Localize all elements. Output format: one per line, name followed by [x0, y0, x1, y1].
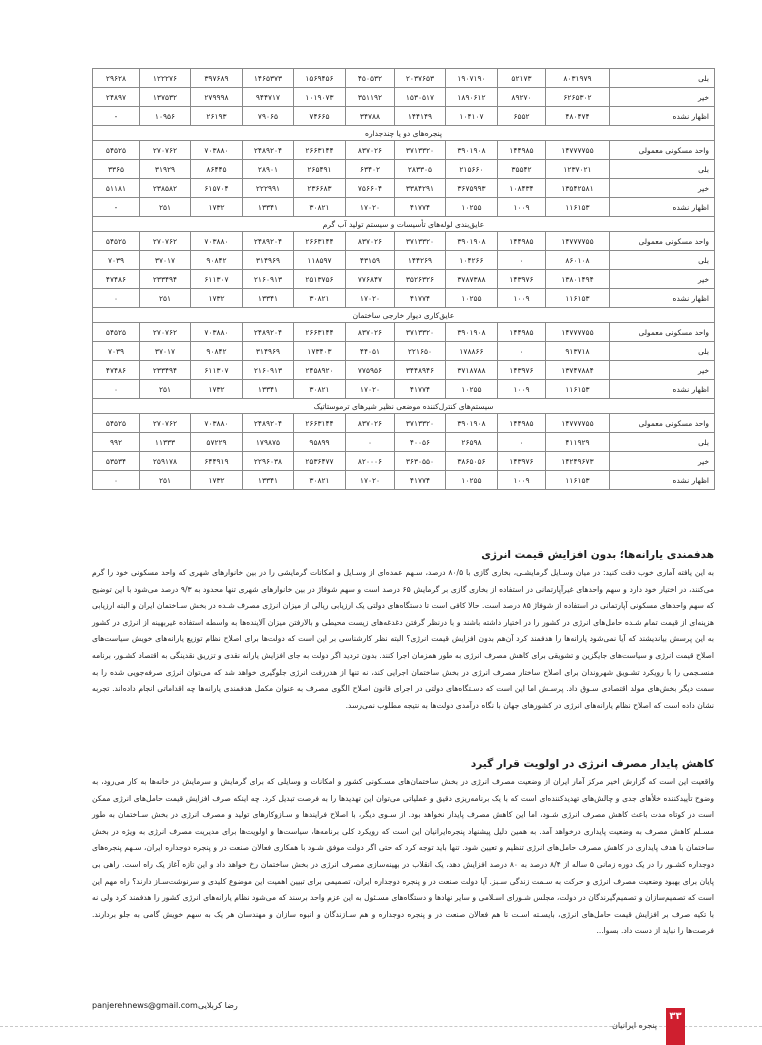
- table-cell: ۱۷۳۲: [191, 380, 243, 399]
- table-cell: ۶۲۶۵۳۰۲: [546, 88, 610, 107]
- table-cell: ۱۴۴۱۴۹: [395, 107, 446, 126]
- table-cell: ۱۳۷۴۷۸۸۴: [546, 361, 610, 380]
- table-cell: ۱۰۲۵۵: [446, 380, 498, 399]
- table-cell: ۲۵۳۶۴۷۷: [294, 452, 346, 471]
- table-cell: ۱۷۰۲۰: [346, 380, 395, 399]
- table-cell: ۳۰۸۲۱: [294, 380, 346, 399]
- table-cell: ۲۳۶۶۸۳: [294, 179, 346, 198]
- table-cell: ۱۳۳۴۱: [243, 380, 294, 399]
- table-cell: ۵۴۵۲۵: [93, 323, 140, 342]
- row-label: اظهار نشده: [610, 289, 715, 308]
- table-cell: ۲۲۲۹۹۱: [243, 179, 294, 198]
- table-cell: ۱۴۷۷۷۷۵۵: [546, 323, 610, 342]
- table-cell: ۷۰۳۸۸۰: [191, 141, 243, 160]
- row-label: خیر: [610, 88, 715, 107]
- table-cell: ۲۴۸۹۲۰۴: [243, 232, 294, 251]
- table-cell: ۰: [498, 251, 546, 270]
- table-cell: ۳۷۱۳۳۲۰: [395, 323, 446, 342]
- table-cell: ۱۴۴۹۸۵: [498, 232, 546, 251]
- table-cell: ۳۸۶۵۰۵۶: [446, 452, 498, 471]
- table-cell: ۰: [93, 471, 140, 490]
- table-cell: ۱۱۳۳۳: [140, 433, 191, 452]
- table-cell: ۲۷۰۷۶۲: [140, 232, 191, 251]
- table-cell: ۱۴۴۹۸۵: [498, 414, 546, 433]
- table-row: [93, 361, 715, 380]
- table-cell: ۲۷۰۷۶۲: [140, 141, 191, 160]
- row-label: خیر: [610, 452, 715, 471]
- table-cell: ۸۳۷۰۲۶: [346, 323, 395, 342]
- table-cell: ۱۷۳۲: [191, 471, 243, 490]
- table-cell: ۱۴۶۵۳۷۳: [243, 69, 294, 88]
- table-cell: ۲۷۰۷۶۲: [140, 323, 191, 342]
- statistics-table: [92, 68, 715, 490]
- table-cell: ۸۲۰۰۰۶: [346, 452, 395, 471]
- table-cell: ۳۶۷۵۹۹۳: [446, 179, 498, 198]
- table-cell: ۲۷۰۷۶۲: [140, 414, 191, 433]
- row-label: خیر: [610, 179, 715, 198]
- table-cell: ۷۰۳۹: [93, 251, 140, 270]
- table-cell: ۲۳۳۴۹۴: [140, 361, 191, 380]
- row-label: اظهار نشده: [610, 107, 715, 126]
- table-cell: ۲۶۵۴۹۱: [294, 160, 346, 179]
- table-cell: ۱۰۸۴۳۴: [498, 179, 546, 198]
- table-cell: ۲۶۶۳۱۴۴: [294, 141, 346, 160]
- row-label: واحد مسکونی معمولی: [610, 414, 715, 433]
- table-row: [93, 107, 715, 126]
- table-cell: ۲۲۱۶۵۰: [395, 342, 446, 361]
- table-cell: ۵۱۱۸۱: [93, 179, 140, 198]
- section-header-row: [93, 126, 715, 141]
- table-cell: ۴۱۷۷۴: [395, 471, 446, 490]
- table-cell: ۸۳۷۰۲۶: [346, 414, 395, 433]
- table-cell: ۷۹۰۶۵: [243, 107, 294, 126]
- table-cell: ۱۳۳۴۱: [243, 198, 294, 217]
- table-cell: ۲۶۶۳۱۴۴: [294, 323, 346, 342]
- table-cell: ۳۷۰۱۷: [140, 251, 191, 270]
- table-cell: ۲۸۳۳۰۵: [395, 160, 446, 179]
- table-cell: ۱۷۳۲: [191, 198, 243, 217]
- author-name: رضا کربلایی: [198, 1001, 238, 1010]
- table-row: [93, 198, 715, 217]
- table-row: [93, 179, 715, 198]
- table-cell: ۲۵۱۳۷۵۶: [294, 270, 346, 289]
- table-row: [93, 323, 715, 342]
- table-cell: ۱۲۲۲۷۶: [140, 69, 191, 88]
- table-cell: ۱۳۸۰۱۴۹۴: [546, 270, 610, 289]
- section-1-heading: هدفمندی یارانه‌ها؛ بدون افزایش قیمت انرژی: [481, 549, 714, 561]
- table-cell: ۵۴۵۲۵: [93, 141, 140, 160]
- table-cell: ۸۶۰۱۰۸: [546, 251, 610, 270]
- table-cell: ۱۹۰۷۱۹۰: [446, 69, 498, 88]
- table-cell: ۴۵۰۵۳۲: [346, 69, 395, 88]
- table-cell: ۲۵۱: [140, 198, 191, 217]
- table-cell: ۹۴۴۷۱۷: [243, 88, 294, 107]
- article-section-2: [92, 757, 714, 940]
- table-cell: ۹۱۳۷۱۸: [546, 342, 610, 361]
- table-cell: ۹۵۸۹۹: [294, 433, 346, 452]
- section-2-heading: کاهش پایدار مصرف انرژی در اولویت قرار گیرد: [470, 758, 714, 770]
- table-cell: ۴۱۷۷۴: [395, 198, 446, 217]
- table-cell: ۲۶۶۳۱۴۴: [294, 232, 346, 251]
- table-cell: ۱۰۴۱۰۷: [446, 107, 498, 126]
- row-label: بلی: [610, 342, 715, 361]
- table-cell: ۰: [93, 289, 140, 308]
- table-cell: ۱۴۷۷۷۷۵۵: [546, 232, 610, 251]
- table-cell: ۳۴۷۸۸: [346, 107, 395, 126]
- table-cell: ۷۰۳۹: [93, 342, 140, 361]
- table-cell: ۳۰۸۲۱: [294, 198, 346, 217]
- row-label: واحد مسکونی معمولی: [610, 141, 715, 160]
- table-cell: ۱۷۰۲۰: [346, 198, 395, 217]
- table-cell: ۰: [93, 380, 140, 399]
- table-cell: ۲۴۸۹۲۰۴: [243, 323, 294, 342]
- table-row: [93, 251, 715, 270]
- table-row: [93, 380, 715, 399]
- table-cell: ۱۴۳۹۷۶: [498, 361, 546, 380]
- table-cell: ۱۷۰۲۰: [346, 471, 395, 490]
- table-cell: ۰: [346, 433, 395, 452]
- row-label: واحد مسکونی معمولی: [610, 323, 715, 342]
- section-header-row: [93, 217, 715, 232]
- table-cell: ۳۷۱۸۷۸۸: [446, 361, 498, 380]
- table-cell: ۱۰۰۹: [498, 289, 546, 308]
- table-cell: ۱۰۹۵۶: [140, 107, 191, 126]
- table-cell: ۳۹۰۱۹۰۸: [446, 323, 498, 342]
- table-cell: ۱۰۰۹: [498, 380, 546, 399]
- table-cell: ۲۵۱: [140, 380, 191, 399]
- table-cell: ۱۷۳۲: [191, 289, 243, 308]
- table-row: [93, 160, 715, 179]
- table-cell: ۳۰۸۲۱: [294, 471, 346, 490]
- row-label: اظهار نشده: [610, 380, 715, 399]
- table-cell: ۱۳۷۵۳۲: [140, 88, 191, 107]
- table-cell: ۷۴۶۶۵: [294, 107, 346, 126]
- table-row: [93, 270, 715, 289]
- table-cell: ۶۳۴۰۲: [346, 160, 395, 179]
- table-cell: ۴۴۰۵۱: [346, 342, 395, 361]
- table-cell: ۴۷۴۸۶: [93, 270, 140, 289]
- table-cell: ۳۷۱۳۳۲۰: [395, 141, 446, 160]
- table-cell: ۱۴۴۹۸۵: [498, 141, 546, 160]
- table-cell: ۱۱۶۱۵۳: [546, 380, 610, 399]
- table-cell: ۹۹۲: [93, 433, 140, 452]
- table-cell: ۱۴۳۹۷۶: [498, 270, 546, 289]
- table-cell: ۱۴۴۹۸۵: [498, 323, 546, 342]
- table-cell: ۱۴۷۷۷۷۵۵: [546, 414, 610, 433]
- table-cell: ۱۴۲۴۹۶۷۳: [546, 452, 610, 471]
- table-cell: ۴۱۱۹۲۹: [546, 433, 610, 452]
- row-label: واحد مسکونی معمولی: [610, 232, 715, 251]
- row-label: اظهار نشده: [610, 198, 715, 217]
- table-cell: ۳۰۸۲۱: [294, 289, 346, 308]
- table-cell: ۱۷۳۴۰۳: [294, 342, 346, 361]
- table-cell: ۱۰۰۹: [498, 471, 546, 490]
- table-row: [93, 232, 715, 251]
- table-cell: ۸۰۳۱۹۷۹: [546, 69, 610, 88]
- table-cell: ۲۳۸۵۸۲: [140, 179, 191, 198]
- table-cell: ۱۱۸۵۹۷: [294, 251, 346, 270]
- table-cell: ۱۲۳۷۰۲۱: [546, 160, 610, 179]
- table-cell: ۸۶۴۴۵: [191, 160, 243, 179]
- table-cell: ۹۰۸۴۲: [191, 251, 243, 270]
- table-cell: ۱۰۲۵۵: [446, 198, 498, 217]
- table-cell: ۱۴۴۲۶۹: [395, 251, 446, 270]
- table-cell: ۲۱۵۶۶۰: [446, 160, 498, 179]
- table-cell: ۳۷۱۳۳۲۰: [395, 414, 446, 433]
- table-row: [93, 433, 715, 452]
- table-cell: ۰: [498, 433, 546, 452]
- magazine-name: پنجره ایرانیان: [612, 1021, 657, 1030]
- table-cell: ۴۱۷۷۴: [395, 289, 446, 308]
- row-label: اظهار نشده: [610, 471, 715, 490]
- table-row: [93, 69, 715, 88]
- table-cell: ۵۲۱۷۳: [498, 69, 546, 88]
- table-cell: ۳۵۲۶۳۲۶: [395, 270, 446, 289]
- table-cell: ۳۵۵۴۲: [498, 160, 546, 179]
- table-cell: ۱۷۰۲۰: [346, 289, 395, 308]
- table-cell: ۸۹۲۷۰: [498, 88, 546, 107]
- table-cell: ۴۱۷۷۴: [395, 380, 446, 399]
- row-label: بلی: [610, 433, 715, 452]
- table-cell: ۳۹۰۱۹۰۸: [446, 414, 498, 433]
- table-cell: ۳۷۱۳۳۲۰: [395, 232, 446, 251]
- table-cell: ۶۵۵۲: [498, 107, 546, 126]
- table-cell: ۱۸۹۰۶۱۲: [446, 88, 498, 107]
- section-title: پنجره‌های دو یا چندجداره: [93, 126, 715, 141]
- table-cell: ۱۰۲۵۵: [446, 471, 498, 490]
- table-cell: ۳۴۴۸۹۴۶: [395, 361, 446, 380]
- table-cell: ۱۷۹۸۷۵: [243, 433, 294, 452]
- table-cell: ۲۱۶۰۹۱۳: [243, 361, 294, 380]
- table-cell: ۲۷۹۹۹۸: [191, 88, 243, 107]
- table-cell: ۳۹۰۱۹۰۸: [446, 141, 498, 160]
- section-title: عایق‌کاری دیوار خارجی ساختمان: [93, 308, 715, 323]
- table-cell: ۲۵۹۱۷۸: [140, 452, 191, 471]
- table-cell: ۳۱۴۹۶۹: [243, 342, 294, 361]
- table-cell: ۲۹۶۲۸: [93, 69, 140, 88]
- table-cell: ۲۵۱: [140, 289, 191, 308]
- row-label: خیر: [610, 270, 715, 289]
- table-cell: ۵۷۲۲۹: [191, 433, 243, 452]
- table-cell: ۰: [498, 342, 546, 361]
- table-cell: ۴۷۴۸۶: [93, 361, 140, 380]
- table-cell: ۱۰۴۲۶۶: [446, 251, 498, 270]
- table-cell: ۵۳۵۳۴: [93, 452, 140, 471]
- table-cell: ۱۰۲۵۵: [446, 289, 498, 308]
- table-cell: ۱۰۱۹۰۷۳: [294, 88, 346, 107]
- table-cell: ۵۴۵۲۵: [93, 414, 140, 433]
- author-email[interactable]: panjerehnews@gmail.com: [92, 1001, 198, 1010]
- page-number: ۳۳: [669, 1011, 682, 1022]
- section-1-body: به این یافته آماری خوب دقت کنید: در میان وسـایل گرمایشـی، بخاری گازی با ۸۰/۵ درصد، سـهم عمده‌ای از وسـایل و امکانات گرمایشی را در بین خانوارهای شهری که واحد مسکونی خود را گرم می‌کنند، در اختیار خود دارد و سهم واحدهای غیرآپارتمانی در استفاده از بخاری گازی بر گرمایش ۶۵ درصد است و سهم شوفاژ در بین خانوارهای شهری تنها محدود به ۹/۳ درصد می‌شود با این توضیح که سهم واحدهای مسکونی آپارتمانی در استفاده از شوفاژ ۸۵ درصد است. حالا کافی است تا دستگاه‌های دولتی یک ارزیابی ریالی از میزان انرژی مصرف شـده در بخش سـاختمان ایران و البته ارزیابی هزینه‌ای از قیمت تمام شـده حامل‌های انرژی در کشور را در اختیار داشته باشند و با درنظر گرفتن دغدغه‌های زیست محیطی و بالارفتن میزان آلاینده‌ها به واسطه استفاده غیربهینه از انرژی در کشور به این پرسش بیاندیشند که آیا نمی‌شود یارانه‌ها را هدفمند کرد آن‌هم بدون افزایش قیمت انرژی؟ البته نظر کارشناسی بر این است که دولت‌ها برای اصلاح نظام توزیع یارانه‌های خویش سیاست‌های اصلاح قیمت انرژی و سیاست‌های جایگزین و تشویقی برای کاهش مصرف انرژی به طور همزمان اجرا کنند. بدون تردید اگر دولت به جای افزایش یارانه نقدی و تزریق نقدینگی به اقتصاد کشـور، برنامه منسـجمی را با رویکرد تشـویق شهروندان برای اصلاح ساختار مصرف انرژی در بخش ساختمان اجرایی کند، نه تنها از هدررفت انرژی جلوگیری خواهد شد که می‌توان انرژی صرفه‌جویی شده را به سمت دیگر بخش‌های مولد اقتصادی سـوق داد. پرسـش اما این است که دسـتگاه‌های دولتی در اجرای قانون اصلاح الگوی مصرف به عنوان مکمل هدفمندی یارانه‌ها چه اقداماتی انجام داده‌اند. تجربه نشان داده است که اصلاح نظام یارانه‌های انرژی در کشورهای جهان با نگاه درآمدی دولت‌ها به نتیجه مطلوب نمی‌رسد.: [92, 568, 715, 710]
- page-number-badge: [666, 1008, 685, 1045]
- table-cell: ۱۳۵۴۲۵۸۱: [546, 179, 610, 198]
- table-cell: ۲۴۸۹۲۰۴: [243, 414, 294, 433]
- table-row: [93, 88, 715, 107]
- table-cell: ۱۳۳۴۱: [243, 289, 294, 308]
- table-cell: ۲۴۸۹۲۰۴: [243, 141, 294, 160]
- table-cell: ۲۴۸۹۷: [93, 88, 140, 107]
- table-cell: ۷۰۳۸۸۰: [191, 414, 243, 433]
- table-cell: ۶۴۴۹۱۹: [191, 452, 243, 471]
- article-section-1: [92, 548, 714, 714]
- table-cell: ۷۰۳۸۸۰: [191, 232, 243, 251]
- table-cell: ۶۱۱۳۰۷: [191, 270, 243, 289]
- table-cell: ۲۶۱۹۳: [191, 107, 243, 126]
- table-cell: ۳۷۰۱۷: [140, 342, 191, 361]
- section-2-body: واقعیت این است که گزارش اخیر مرکز آمار ایران از وضعیت مصرف انرژی در بخش ساختمان‌های مسـکونی کشور و امکانات و وسایلی که برای گرمایش و سرمایش در خانه‌ها به کار می‌رود، به وضوح تأییدکننده خلأهای جدی و چالش‌های تهدیدکننده‌ای است که با یک برنامه‌ریزی دقیق و عملیاتی می‌توان این تهدیدها را به فرصت تبدیل کرد. چه اینکه صرف افزایش قیمت حامل‌های انرژی ممکن است در کوتاه مدت باعث کاهش مصرف انرژی شـود، اما این کاهش مصرف پایدار نخواهد بود. از سـوی دیگر، با اصلاح فرایندها و سـازوکارهای تولید و مصرف انرژی در بخش سـاختمان به طور مسـلم کاهش مصرف به وضعیت پایداری درخواهد آمد. به همین دلیل پیشنهاد پنجره‌ایرانیان این است که رویکرد کلی برنامه‌ها، سیاست‌ها و اولویت‌ها برای مدیریت مصرف انرژی به ویژه در بخش ساختمان با هدف پایداری در کاهش مصرف حامل‌های انرژی تنظیم و تعیین شود. تنها باید توجه کرد که حتی اگر دولت موفق شـود با همکاری فعالان صنعت در و پنجره دوجداره ایران، سـهم پنجره‌های دوجداره کشـور را در یک دوره زمانی ۵ ساله از ۸/۴ درصد به ۸۰ درصد افزایش دهد، یک انقلاب در بهینه‌سازی مصرف انرژی در بخش ساختمان رخ خواهد داد و این تازه آغاز یک راه است. راهی بی پایان برای بهبود وضعیت مصرف انرژی و حرکت به سـمت زندگی سـبز. آیا دولت صنعت در و پنجره دوجداره ایران، تصمیمی برای تبیین اهمیت این موضوع کلیدی و سرنوشت‌سـاز دارند؟ راه مهم این است که تصمیم‌سازان و تصمیم‌گیرندگان در دولت، مجلس شـورای اسـلامی و سایر نهادها و دستگاه‌های مسـئول به این عزم واحد برسند که می‌شود نظام یارانه‌های انرژی کشور را هدفمند کرد ولی نه با تکیه صرف بر افزایش قیمت حامل‌های انرژی، بایسـته اسـت تا هم فعالان صنعت در و پنجره دوجداره و هم سـازندگان و انبوه سازان و مهندسان هر یک به سهم خویش گامی به جلو بردارند. فرصت‌ها را نباید از دست داد. بسوا...: [92, 777, 714, 936]
- table-cell: ۴۰۰۵۶: [395, 433, 446, 452]
- row-label: بلی: [610, 69, 715, 88]
- table-cell: ۵۴۵۲۵: [93, 232, 140, 251]
- table-cell: ۱۷۸۸۶۶: [446, 342, 498, 361]
- table-cell: ۲۲۹۶۰۳۸: [243, 452, 294, 471]
- table-cell: ۴۸۰۴۷۴: [546, 107, 610, 126]
- table-cell: -: [93, 107, 140, 126]
- table-cell: ۷۷۶۸۴۷: [346, 270, 395, 289]
- table-cell: ۲۴۵۸۹۲۰: [294, 361, 346, 380]
- table-cell: ۷۷۵۹۵۶: [346, 361, 395, 380]
- table-cell: ۱۱۶۱۵۳: [546, 471, 610, 490]
- table-cell: ۷۵۶۶۰۴: [346, 179, 395, 198]
- table-cell: ۳۹۰۱۹۰۸: [446, 232, 498, 251]
- section-title: عایق‌بندی لوله‌های تأسیسات و سیستم تولید آب گرم: [93, 217, 715, 232]
- table-cell: ۱۱۶۱۵۳: [546, 198, 610, 217]
- table-cell: ۷۰۳۸۸۰: [191, 323, 243, 342]
- section-header-row: [93, 308, 715, 323]
- table-cell: ۳۳۸۴۲۹۱: [395, 179, 446, 198]
- table-cell: ۲۶۵۹۸: [446, 433, 498, 452]
- table-cell: ۶۱۱۳۰۷: [191, 361, 243, 380]
- table-cell: ۱۴۳۹۷۶: [498, 452, 546, 471]
- table-cell: ۱۴۷۷۷۷۵۵: [546, 141, 610, 160]
- table-row: [93, 414, 715, 433]
- table-cell: ۱۵۳۰۵۱۷: [395, 88, 446, 107]
- table-cell: ۱۰۰۹: [498, 198, 546, 217]
- table-row: [93, 452, 715, 471]
- table-cell: ۳۱۴۹۶۹: [243, 251, 294, 270]
- table-cell: ۴۳۱۵۹: [346, 251, 395, 270]
- section-title: سیستم‌های کنترل‌کننده موضعی نظیر شیرهای ترموستاتیک: [93, 399, 715, 414]
- table-cell: ۲۶۶۳۱۴۴: [294, 414, 346, 433]
- table-cell: ۳۹۷۶۸۹: [191, 69, 243, 88]
- table-cell: ۲۵۱: [140, 471, 191, 490]
- table-cell: ۹۰۸۴۲: [191, 342, 243, 361]
- table-cell: ۳۷۸۷۳۸۸: [446, 270, 498, 289]
- table-row: [93, 141, 715, 160]
- row-label: بلی: [610, 160, 715, 179]
- table-cell: ۶۱۵۷۰۴: [191, 179, 243, 198]
- table-cell: -: [93, 198, 140, 217]
- row-label: بلی: [610, 251, 715, 270]
- table-cell: ۳۵۱۱۹۲: [346, 88, 395, 107]
- table-cell: ۸۳۷۰۲۶: [346, 141, 395, 160]
- table-cell: ۲۰۳۷۶۵۳: [395, 69, 446, 88]
- table-cell: ۳۳۶۵: [93, 160, 140, 179]
- table-row: [93, 471, 715, 490]
- row-label: خیر: [610, 361, 715, 380]
- table-cell: ۳۱۹۲۹: [140, 160, 191, 179]
- table-row: [93, 289, 715, 308]
- table-cell: ۱۳۳۴۱: [243, 471, 294, 490]
- table-cell: ۲۸۹۰۱: [243, 160, 294, 179]
- table-cell: ۲۳۳۴۹۴: [140, 270, 191, 289]
- table-cell: ۳۶۳۰۵۵۰: [395, 452, 446, 471]
- table-cell: ۸۳۷۰۲۶: [346, 232, 395, 251]
- table-cell: ۱۵۶۹۴۵۶: [294, 69, 346, 88]
- table-cell: ۲۱۶۰۹۱۳: [243, 270, 294, 289]
- table-cell: ۱۱۶۱۵۳: [546, 289, 610, 308]
- table-row: [93, 342, 715, 361]
- section-header-row: [93, 399, 715, 414]
